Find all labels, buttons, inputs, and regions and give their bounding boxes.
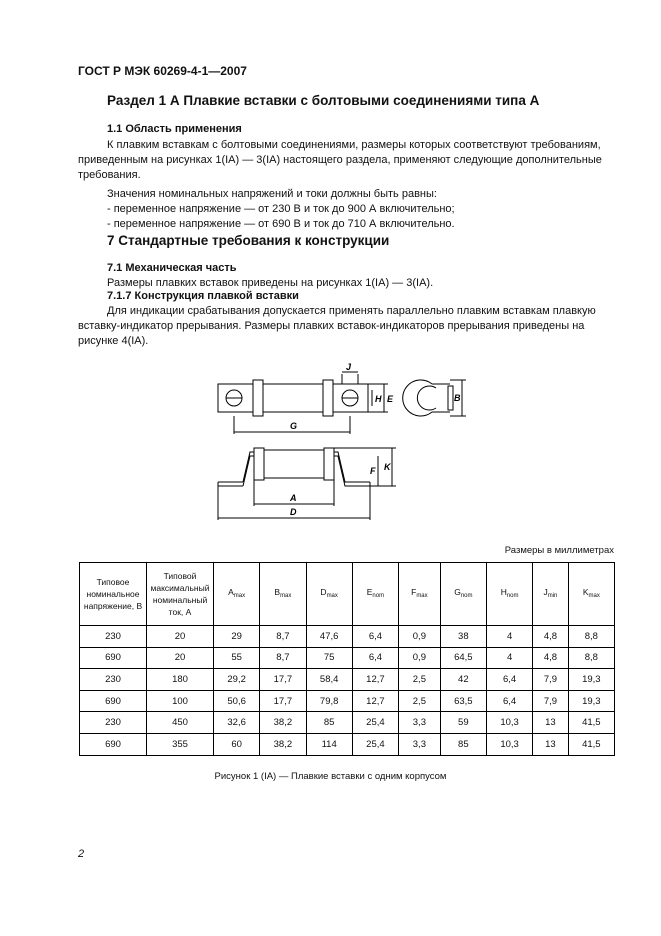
table-cell: 0,9 [399,626,441,648]
table-cell: 450 [147,712,214,734]
table-cell: 690 [80,733,147,755]
table-cell: 100 [147,690,214,712]
table-header-row [80,563,615,626]
table-cell: 690 [80,647,147,669]
left-cap-top [253,380,263,416]
table-cell: 8,7 [260,626,306,648]
right-cap-side [324,448,334,480]
table-cell: 230 [80,712,147,734]
units-note: Размеры в миллиметрах [504,545,614,556]
table-cell: 12,7 [352,669,398,691]
table-cell: 8,8 [568,647,614,669]
table-cell: 7,9 [533,669,568,691]
table-cell: 29 [214,626,260,648]
table-cell: 10,3 [486,733,532,755]
section-title-1a: Раздел 1 А Плавкие вставки с болтовыми соединениями типа А [107,93,540,108]
table-cell: 19,3 [568,669,614,691]
table-cell: 17,7 [260,669,306,691]
table-cell: 13 [533,733,568,755]
label-d: D [290,507,297,517]
table-cell: 17,7 [260,690,306,712]
table-cell: 10,3 [486,712,532,734]
section-7-title: 7 Стандартные требования к конструкции [107,233,390,248]
header-cell: $H_{nom}$ [486,563,532,626]
table-cell: 6,4 [486,690,532,712]
table-cell: 25,4 [352,712,398,734]
table-cell: 2,5 [399,669,441,691]
table-cell: 55 [214,647,260,669]
dimensions-table [79,562,615,756]
table-row [80,626,615,648]
table-cell: 20 [147,626,214,648]
table-cell: 38 [440,626,486,648]
table-cell: 63,5 [440,690,486,712]
table-cell: 6,4 [486,669,532,691]
table-row [80,712,615,734]
header-cell: $J_{min}$ [533,563,568,626]
header-cell: $E_{nom}$ [352,563,398,626]
fuse-drawing [210,360,470,525]
paragraph-scope: К плавким вставкам с болтовыми соединениями, размеры которых соответствуют требованиям, приведенным на рисунках 1(IA) — 3(IA) настоящего раздела, применяют следующие дополнительные требования. [78,139,602,181]
right-cap-top [323,380,333,416]
table-cell: 13 [533,712,568,734]
header-cell: $G_{nom}$ [440,563,486,626]
table-cell: 0,9 [399,647,441,669]
section-7-1-7-body [78,304,615,349]
label-k: K [384,462,391,472]
bullet-690v: - переменное напряжение — от 690 В и ток до 710 А включительно. [107,218,455,230]
fuse-body-side [264,450,324,478]
table-cell: 60 [214,733,260,755]
header-cell: $A_{max}$ [214,563,260,626]
table-cell: 85 [306,712,352,734]
table-cell: 19,3 [568,690,614,712]
figure-caption: Рисунок 1 (IA) — Плавкие вставки с одним корпусом [214,771,447,782]
table-row [80,733,615,755]
table-cell: 85 [440,733,486,755]
table-cell: 8,7 [260,647,306,669]
table-cell: 230 [80,669,147,691]
table-cell: 12,7 [352,690,398,712]
table-cell: 4,8 [533,647,568,669]
paragraph-ratings: Значения номинальных напряжений и токи должны быть равны: [107,188,437,200]
subsection-1-1-title: 1.1 Область применения [107,123,242,135]
header-cell: Типовое номинальное напряжение, В [80,563,147,626]
table-cell: 25,4 [352,733,398,755]
fuse-body-top [263,384,323,412]
table-cell: 41,5 [568,733,614,755]
table-cell: 75 [306,647,352,669]
table-cell: 7,9 [533,690,568,712]
section-1a-body [78,138,615,232]
header-cell: $B_{max}$ [260,563,306,626]
table-cell: 2,5 [399,690,441,712]
table-cell: 230 [80,626,147,648]
subsection-7-1-title: 7.1 Механическая часть [107,262,237,274]
table-cell: 32,6 [214,712,260,734]
table-body [80,626,615,756]
label-f: F [370,466,376,476]
paragraph-7-1: Размеры плавких вставок приведены на рисунках 1(IA) — 3(IA). [107,277,434,289]
label-g: G [290,421,298,431]
header-cell: $K_{max}$ [568,563,614,626]
label-b: B [454,393,461,403]
header-cell: Типовой максимальный номинальный ток, А [147,563,214,626]
label-e: E [387,394,394,404]
paragraph-7-1-7: Для индикации срабатывания допускается применять параллельно плавким вставкам плавкую вставку-индикатор прерывания. Размеры плавких вставок-индикаторов прерывания приведены на рисунке 4(IA). [78,305,596,347]
table-cell: 20 [147,647,214,669]
table-cell: 50,6 [214,690,260,712]
table-cell: 3,3 [399,733,441,755]
bullet-230v: - переменное напряжение — от 230 В и ток до 900 А включительно; [107,203,455,215]
label-h: H [375,394,382,404]
table-row [80,690,615,712]
table-cell: 38,2 [260,712,306,734]
table-cell: 58,4 [306,669,352,691]
table-cell: 690 [80,690,147,712]
table-cell: 8,8 [568,626,614,648]
table-cell: 355 [147,733,214,755]
left-cap-side [254,448,264,480]
label-a: A [290,493,297,503]
document-header: ГОСТ Р МЭК 60269-4-1—2007 [78,64,247,78]
table-cell: 114 [306,733,352,755]
table-cell: 29,2 [214,669,260,691]
table-cell: 64,5 [440,647,486,669]
table-cell: 6,4 [352,626,398,648]
table-cell: 42 [440,669,486,691]
table-cell: 4 [486,647,532,669]
table-cell: 59 [440,712,486,734]
table-cell: 79,8 [306,690,352,712]
table-cell: 3,3 [399,712,441,734]
table-cell: 6,4 [352,647,398,669]
header-cell: $F_{max}$ [399,563,441,626]
table-cell: 4,8 [533,626,568,648]
section-7-1-body [78,276,615,291]
table-cell: 180 [147,669,214,691]
table-row [80,669,615,691]
table-cell: 41,5 [568,712,614,734]
table-row [80,647,615,669]
table-cell: 38,2 [260,733,306,755]
subsection-7-1-7-title: 7.1.7 Конструкция плавкой вставки [107,290,299,302]
table-cell: 4 [486,626,532,648]
table-cell: 47,6 [306,626,352,648]
label-j: J [346,362,352,372]
page-number: 2 [78,848,85,860]
header-cell: $D_{max}$ [306,563,352,626]
